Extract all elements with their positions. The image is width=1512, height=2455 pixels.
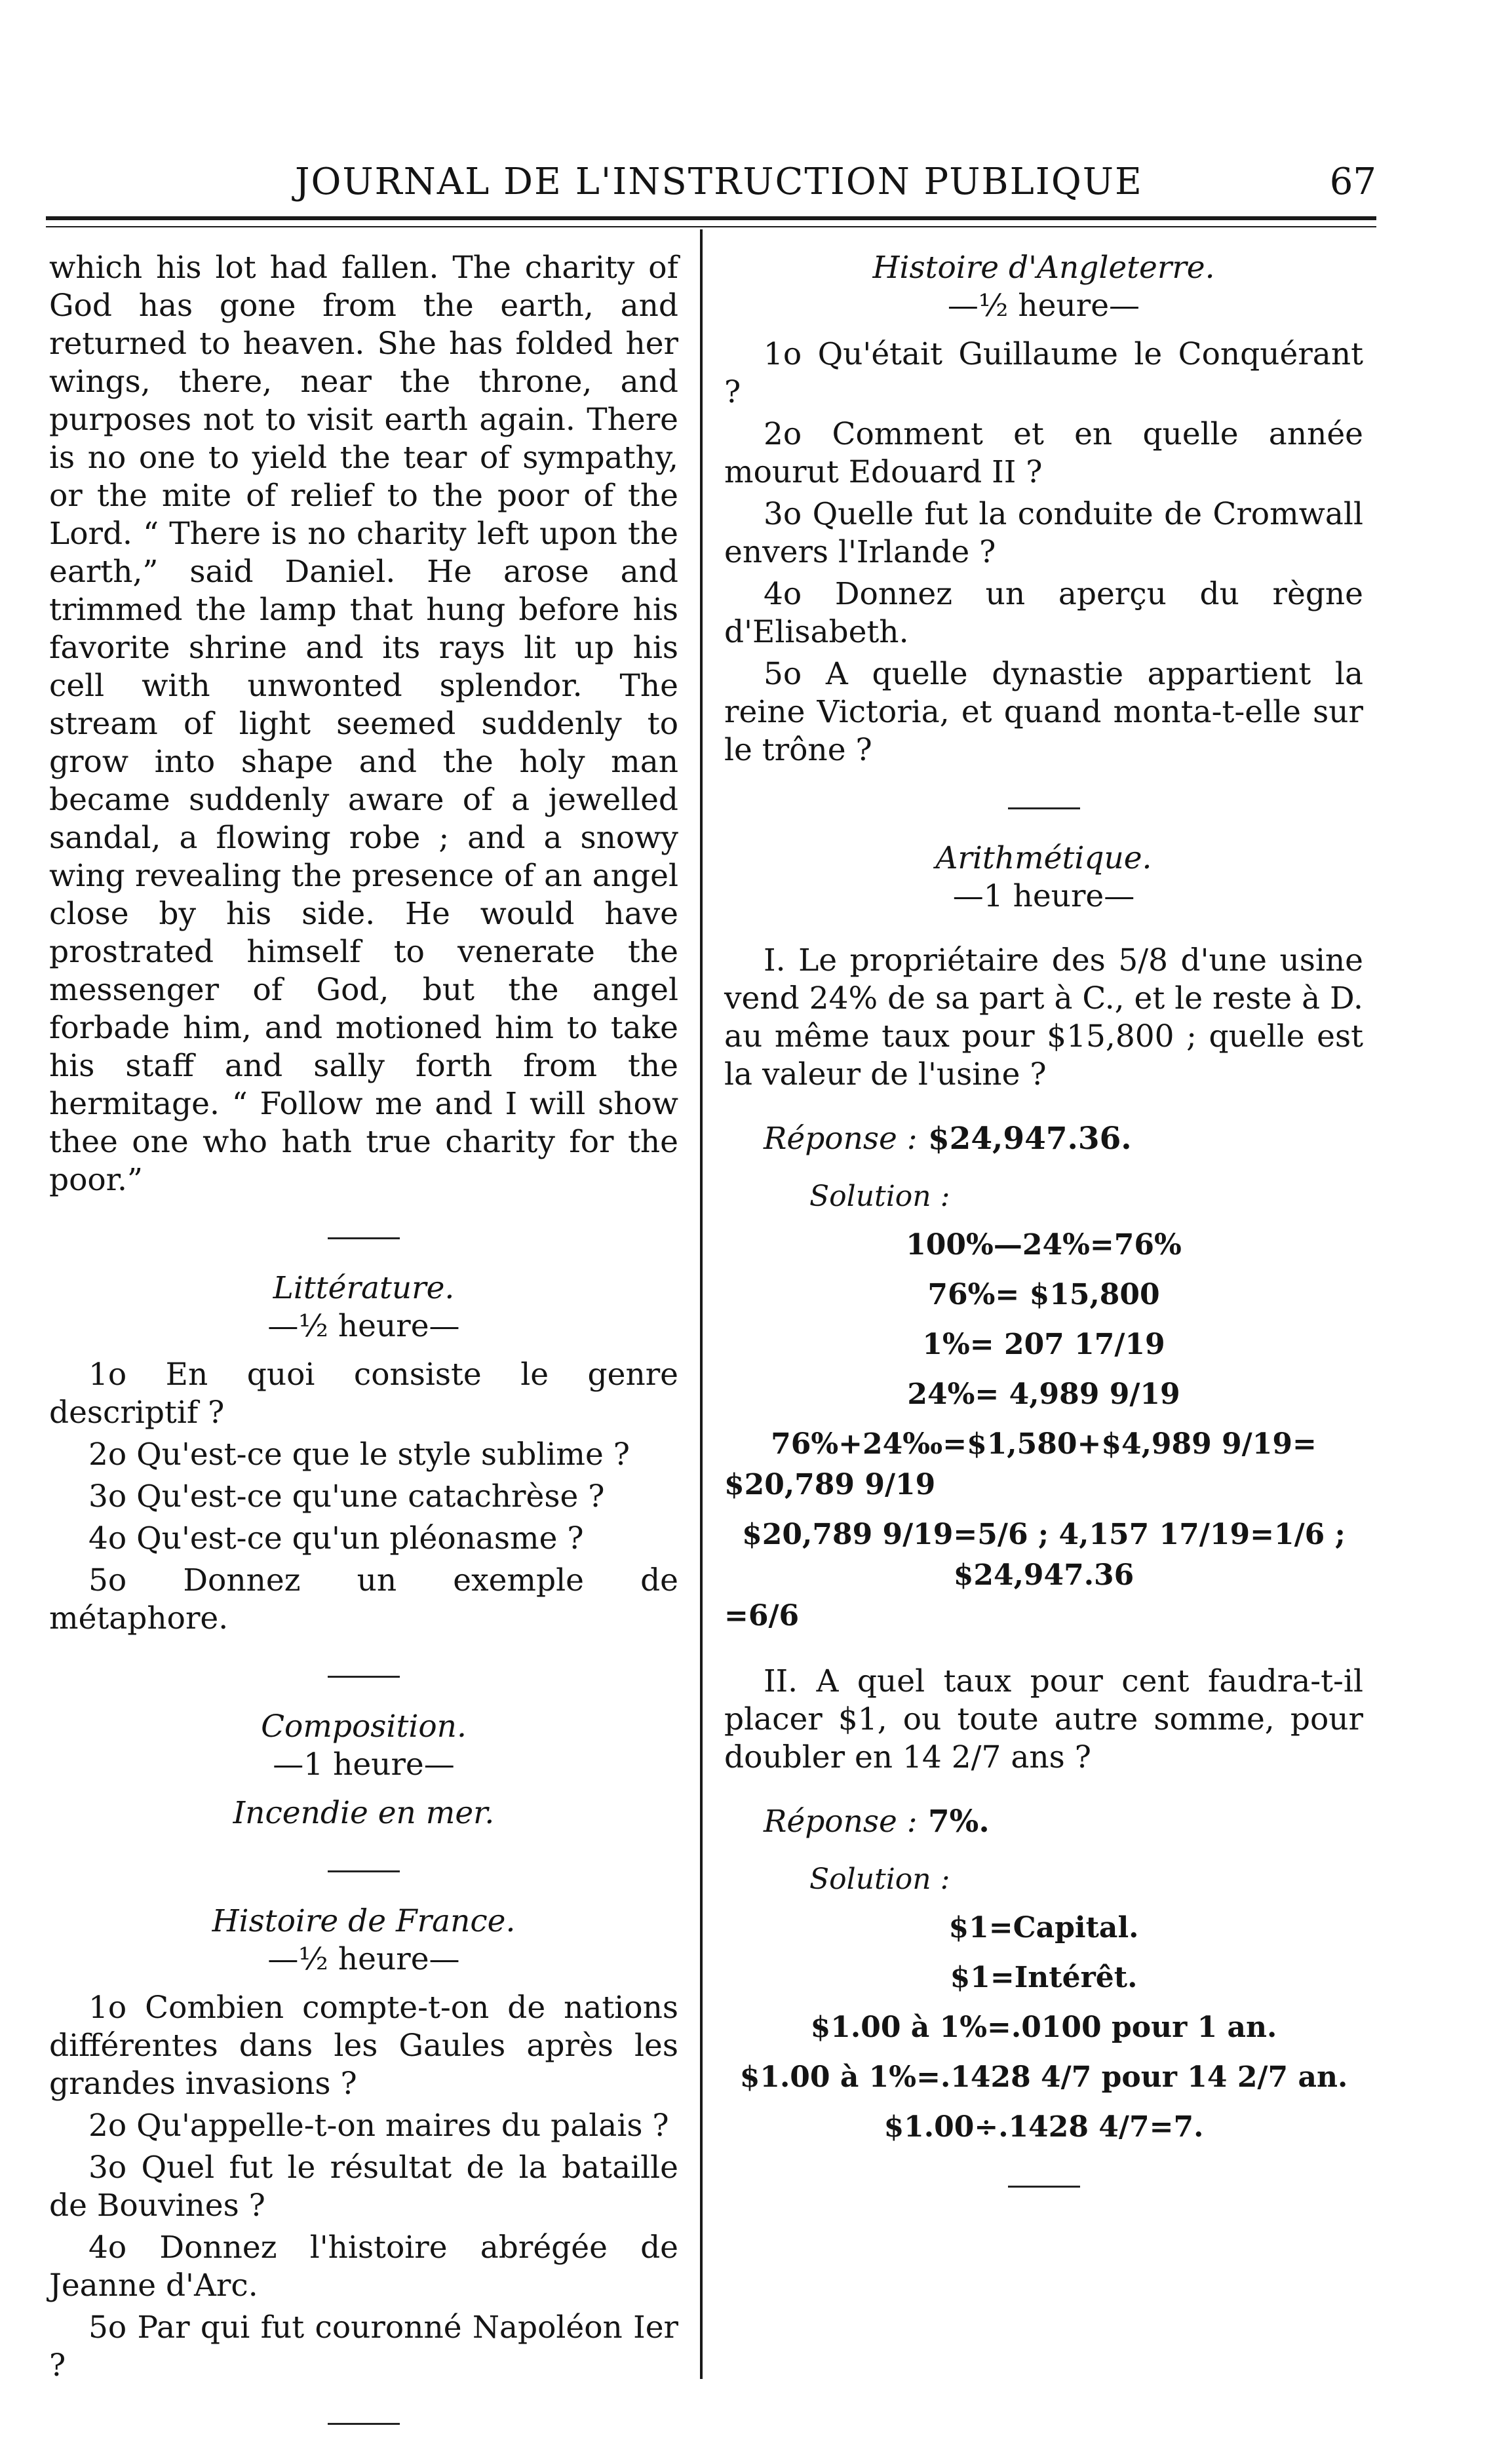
question-item: 5o Donnez un exemple de métaphore. <box>49 1562 678 1636</box>
calculation-line: $20,789 9/19=5/6 ; 4,157 17/19=1/6 ; $24,947.36 <box>742 1518 1346 1592</box>
question-item: 1o Qu'était Guillaume le Conquérant ? <box>724 336 1363 410</box>
question-item: 4o Donnez l'histoire abrégée de Jeanne d'Arc. <box>49 2230 678 2304</box>
header-rule-thin <box>46 226 1376 227</box>
calculation-line: =6/6 <box>724 1599 800 1633</box>
solution-label: Solution : <box>809 1180 950 1213</box>
left-column <box>49 249 678 2455</box>
answer-label: Réponse : <box>764 1121 918 1157</box>
column-divider <box>700 229 703 2379</box>
section-duration: —1 heure— <box>952 878 1135 914</box>
right-column <box>724 249 1363 2218</box>
running-title: JOURNAL DE L'INSTRUCTION PUBLIQUE <box>295 161 1143 203</box>
calculation-line: $1.00÷.1428 4/7=7. <box>883 2110 1204 2144</box>
calculation-line: $1=Capital. <box>948 1911 1139 1944</box>
calculation-line: $1=Intérêt. <box>950 1961 1138 1994</box>
answer-label: Réponse : <box>764 1804 918 1840</box>
question-item: 1o Combien compte-t-on de nations différentes dans les Gaules après les grandes invasions ? <box>49 1990 678 2102</box>
section-duration: —½ heure— <box>947 288 1140 324</box>
page-header <box>46 161 1376 213</box>
section-separator <box>328 2423 400 2425</box>
question-item: 2o Comment et en quelle année mourut Edouard II ? <box>724 416 1363 490</box>
section-duration: —1 heure— <box>273 1747 455 1783</box>
answer-value: 7%. <box>927 1804 990 1840</box>
question-item: 1o En quoi consiste le genre descriptif ? <box>49 1357 678 1431</box>
section-title-composition: Composition. <box>261 1709 467 1745</box>
question-item: 5o A quelle dynastie appartient la reine Victoria, et quand monta-t-elle sur le trône ? <box>724 656 1363 768</box>
section-separator <box>328 1237 400 1239</box>
page-number: 67 <box>1329 161 1376 203</box>
problem-statement: I. Le propriétaire des 5/8 d'une usine vend 24% de sa part à C., et le reste à D. au même taux pour $15,800 ; quelle est la valeur de l'usine ? <box>724 942 1363 1092</box>
section-duration: —½ heure— <box>267 1308 460 1344</box>
question-item: 4o Qu'est-ce qu'un pléonasme ? <box>88 1520 584 1556</box>
question-item: 5o Par qui fut couronné Napoléon Ier ? <box>49 2310 678 2384</box>
calculation-line: $1.00 à 1%=.0100 pour 1 an. <box>810 2011 1277 2044</box>
section-separator <box>328 1870 400 1872</box>
composition-subject: Incendie en mer. <box>233 1795 495 1831</box>
answer-line <box>724 1120 1363 1158</box>
question-item: 4o Donnez un aperçu du règne d'Elisabeth. <box>724 576 1363 650</box>
question-item: 2o Qu'appelle-t-on maires du palais ? <box>88 2108 669 2144</box>
section-separator <box>328 1676 400 1678</box>
section-duration: —½ heure— <box>267 1941 460 1977</box>
calculation-line: 1%= 207 17/19 <box>922 1328 1165 1361</box>
question-item: 2o Qu'est-ce que le style sublime ? <box>88 1437 630 1473</box>
section-title-litterature: Littérature. <box>273 1270 455 1306</box>
calculation-line: 76%= $15,800 <box>927 1278 1160 1311</box>
calculation-line: 100%—24%=76% <box>906 1228 1182 1262</box>
section-separator <box>1008 2186 1080 2188</box>
question-item: 3o Quelle fut la conduite de Cromwall envers l'Irlande ? <box>724 496 1363 570</box>
section-title-arithmetique: Arithmétique. <box>935 840 1152 876</box>
answer-line <box>724 1803 1363 1841</box>
problem-statement: II. A quel taux pour cent faudra-t-il placer $1, ou toute autre somme, pour doubler en 14 2/7 ans ? <box>724 1663 1363 1775</box>
solution-label: Solution : <box>809 1863 950 1896</box>
header-rule <box>46 216 1376 220</box>
question-item: 3o Qu'est-ce qu'une catachrèse ? <box>88 1479 605 1515</box>
story-paragraph: which his lot had fallen. The charity of God has gone from the earth, and returned to heaven. She has folded her wings, there, near the throne, and purposes not to visit earth again. There is no one to yield the tear of sympathy, or the mite of relief to the poor of the Lord. “ There is no charity left upon the earth,” said Daniel. He arose and trimmed the lamp that hung before his favorite shrine and its rays lit up his cell with unwonted splendor. The stream of light seemed suddenly to grow into shape and the holy man became suddenly aware of a jewelled sandal, a flowing robe ; and a snowy wing revealing the presence of an angel close by his side. He would have prostrated himself to venerate the messenger of God, but the angel forbade him, and motioned him to take his staff and sally forth from the hermitage. “ Follow me and I will show thee one who hath true charity for the poor.” <box>49 250 678 1198</box>
section-title-histoire-angleterre: Histoire d'Angleterre. <box>872 250 1215 286</box>
question-item: 3o Quel fut le résultat de la bataille de Bouvines ? <box>49 2150 678 2224</box>
calculation-line: 24%= 4,989 9/19 <box>907 1378 1180 1411</box>
section-title-histoire-france: Histoire de France. <box>212 1903 516 1939</box>
calculation-line: $20,789 9/19 <box>724 1468 936 1501</box>
section-separator <box>1008 807 1080 809</box>
answer-value: $24,947.36. <box>927 1121 1132 1157</box>
calculation-line: $1.00 à 1%=.1428 4/7 pour 14 2/7 an. <box>739 2060 1348 2094</box>
calculation-line: 76%+24‰=$1,580+$4,989 9/19= <box>771 1427 1317 1461</box>
